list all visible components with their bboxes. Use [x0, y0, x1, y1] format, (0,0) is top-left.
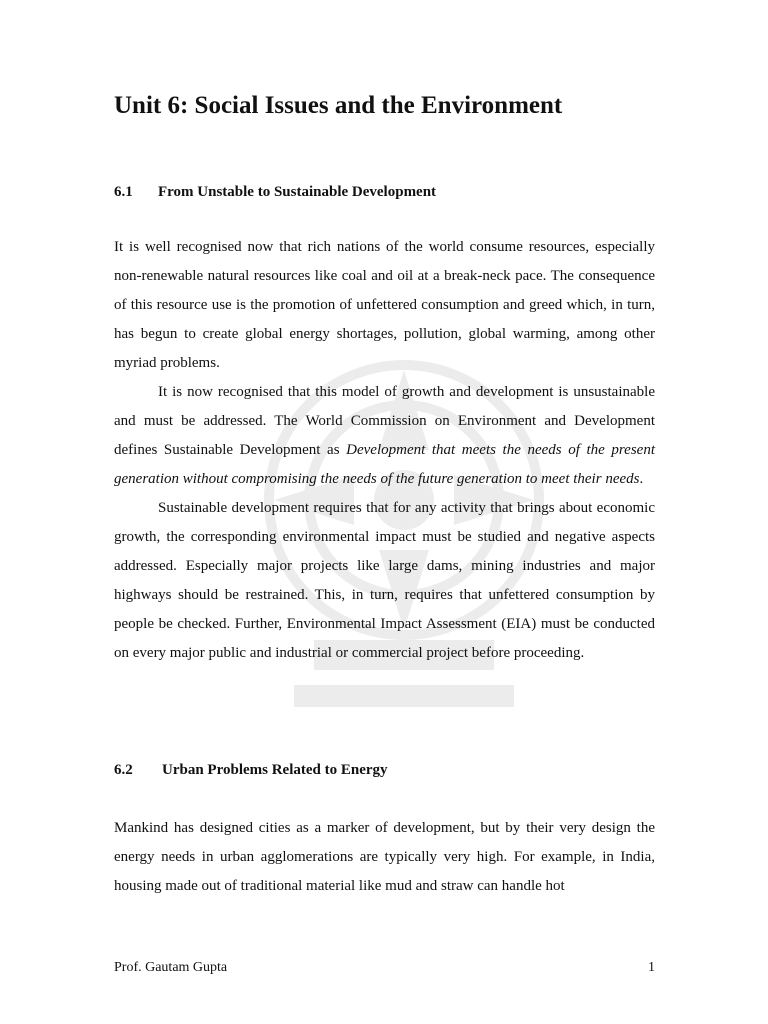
paragraph-text: .: [639, 471, 644, 487]
section-heading-6-1: [114, 184, 436, 201]
section-number: 6.1: [114, 184, 133, 200]
section-6-1-body: [114, 233, 655, 668]
section-title: From Unstable to Sustainable Development: [158, 184, 437, 200]
definition-quote: Development that meets the needs of the present generation without compromising the needs of the future generation to meet their needs: [114, 442, 655, 487]
footer-author: Prof. Gautam Gupta: [114, 960, 228, 975]
paragraph: It is well recognised now that rich nations of the world consume resources, especially non-renewable natural resources like coal and oil at a break-neck pace. The consequence of this resource use is the promotion of unfettered consumption and greed which, in turn, has begun to create global energy shortages, pollution, global warming, among other myriad problems.: [114, 239, 655, 371]
section-heading-6-2: [114, 762, 388, 779]
paragraph: Mankind has designed cities as a marker of development, but by their very design the energy needs in urban agglomerations are typically very high. For example, in India, housing made out of traditional material like mud and straw can handle hot: [114, 820, 655, 894]
page-number: 1: [648, 960, 655, 975]
section-number: 6.2: [114, 762, 133, 778]
section-title: Urban Problems Related to Energy: [162, 762, 388, 778]
paragraph: [114, 378, 655, 494]
paragraph: Sustainable development requires that for any activity that brings about economic growth, the corresponding environmental impact must be studied and negative aspects addressed. Especially major projects like large dams, mining industries and major highways should be restrained. This, in turn, requires that unfettered consumption by people be checked. Further, Environmental Impact Assessment (EIA) must be conducted on every major public and industrial or commercial project before proceeding.: [114, 500, 655, 661]
page-title: Unit 6: Social Issues and the Environment: [114, 92, 563, 119]
section-6-2-body: [114, 814, 655, 901]
paragraph-text: It is now recognised that this model of growth and development is unsustainable and must be addressed. The World Commission on Environment and Development defines Sustainable Development as: [114, 384, 655, 458]
